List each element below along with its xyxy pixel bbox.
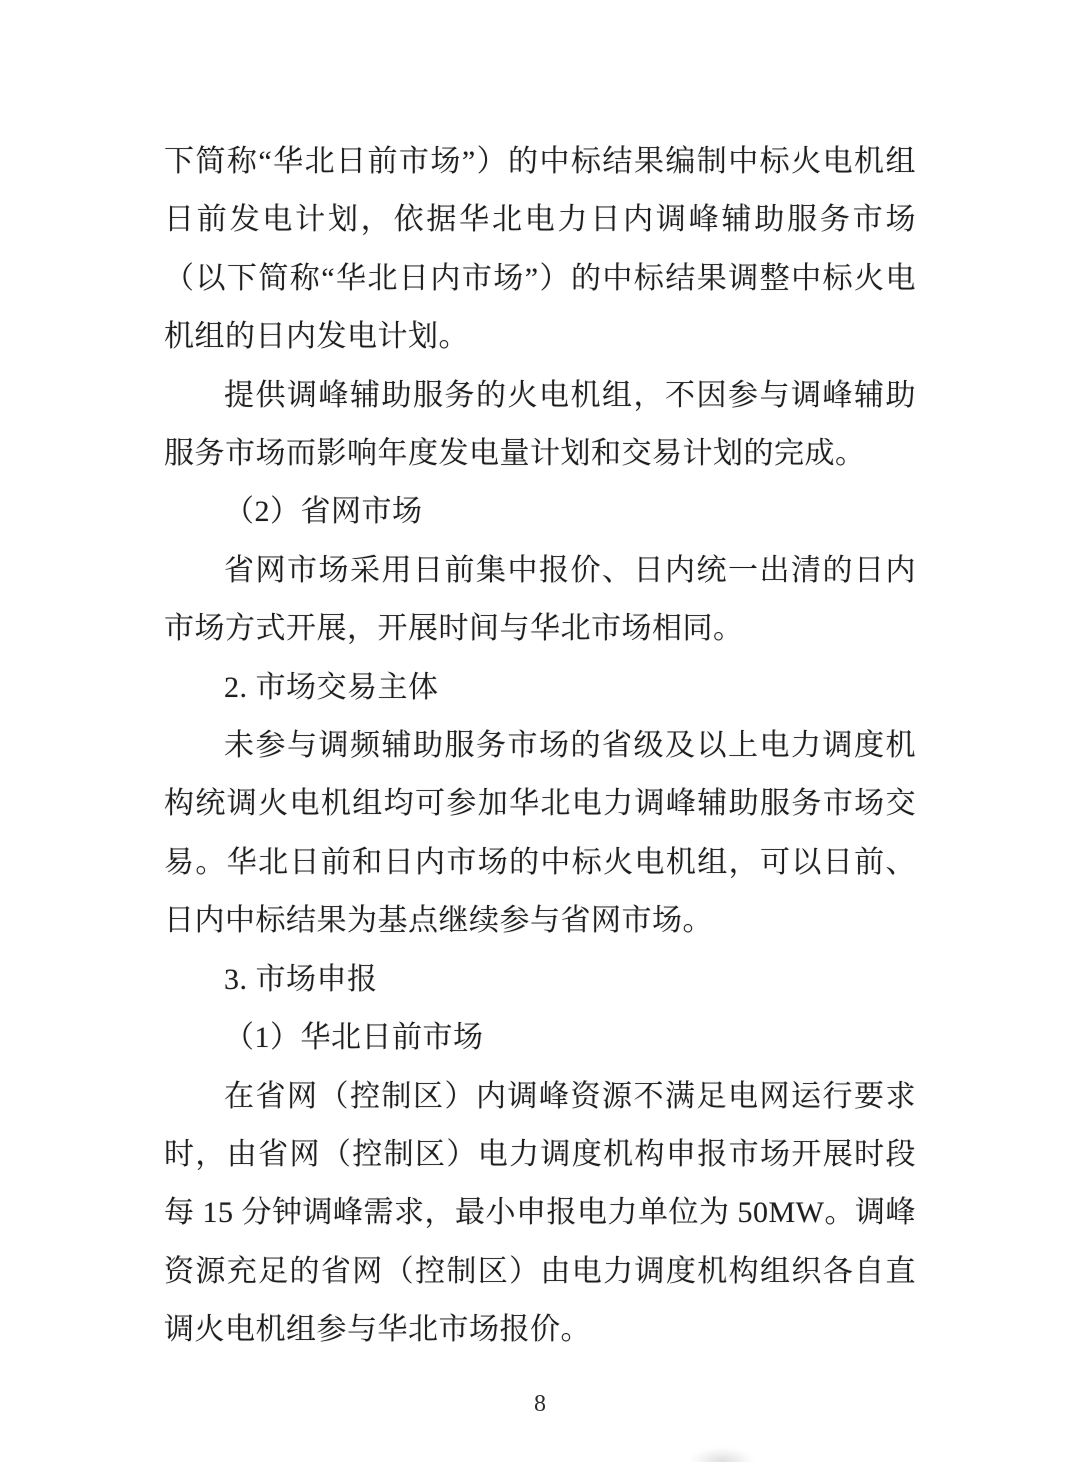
scan-smudge-artifact <box>690 1448 754 1462</box>
paragraph: 提供调峰辅助服务的火电机组，不因参与调峰辅助服务市场而影响年度发电量计划和交易计划的完成。 <box>164 378 916 471</box>
paragraph: 在省网（控制区）内调峰资源不满足电网运行要求时，由省网（控制区）电力调度机构申报市场开展时段每 15 分钟调峰需求，最小申报电力单位为 50MW。调峰资源充足的省网（控制区）由电力调度机构组织各自直调火电机组参与华北市场报价。 <box>164 1079 916 1347</box>
document-body <box>164 133 916 1360</box>
paragraph: 未参与调频辅助服务市场的省级及以上电力调度机构统调火电机组均可参加华北电力调峰辅助服务市场交易。华北日前和日内市场的中标火电机组，可以日前、日内中标结果为基点继续参与省网市场。 <box>164 729 916 938</box>
paragraph: 下简称“华北日前市场”）的中标结果编制中标火电机组日前发电计划，依据华北电力日内调峰辅助服务市场（以下简称“华北日内市场”）的中标结果调整中标火电机组的日内发电计划。 <box>164 145 916 354</box>
paragraph-heading: （1）华北日前市场 <box>224 1021 484 1055</box>
paragraph-heading: 2. 市场交易主体 <box>224 670 439 704</box>
paragraph-heading: 3. 市场申报 <box>224 962 378 996</box>
paragraph: 省网市场采用日前集中报价、日内统一出清的日内市场方式开展，开展时间与华北市场相同。 <box>164 553 916 646</box>
paragraph-heading: （2）省网市场 <box>224 495 423 529</box>
page-number: 8 <box>534 1391 546 1417</box>
